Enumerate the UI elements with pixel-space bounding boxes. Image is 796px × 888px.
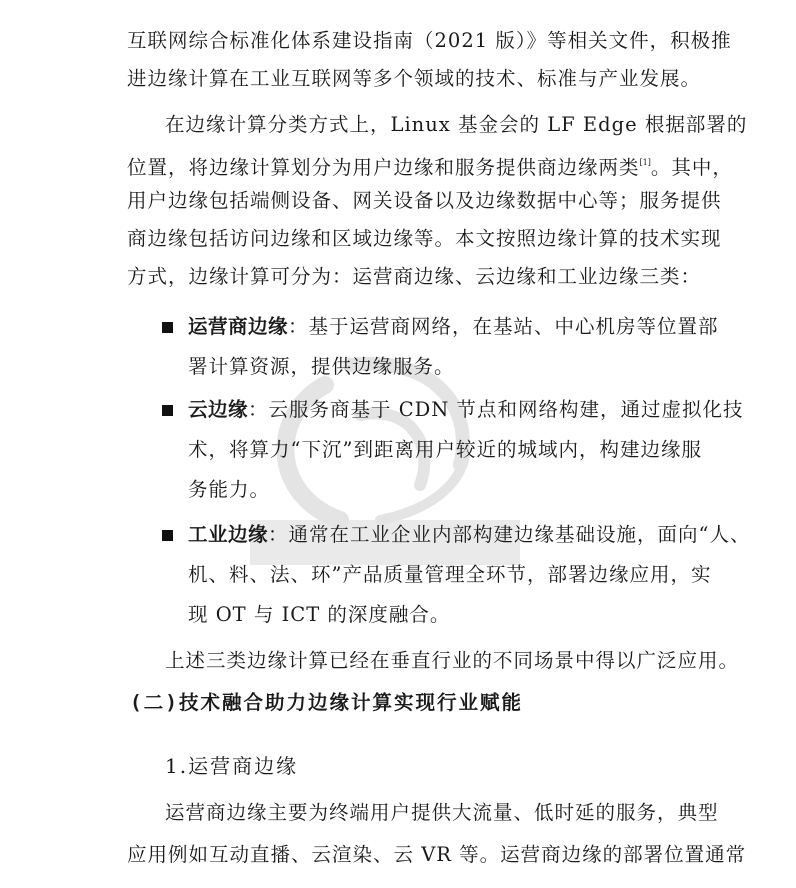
paragraph-2-line-2 (127, 150, 733, 181)
bullet-3-line-3: 现 OT 与 ICT 的深度融合。 (188, 603, 451, 626)
paragraph-2-line-5: 方式，边缘计算可分为：运营商边缘、云边缘和工业边缘三类： (127, 265, 702, 288)
bullet-3-text: ：通常在工业企业内部构建边缘基础设施，面向“人、 (268, 523, 751, 546)
bullet-1-term: 运营商边缘 (188, 315, 289, 338)
bullet-2-text: ：云服务商基于 CDN 节点和网络构建，通过虚拟化技 (248, 398, 744, 421)
citation-reference: [1] (639, 158, 651, 167)
section-heading: (二)技术融合助力边缘计算实现行业赋能 (130, 691, 523, 714)
paragraph-4-line-1: 运营商边缘主要为终端用户提供大流量、低时延的服务，典型 (165, 801, 719, 824)
paragraph-2-line-2-text: 位置，将边缘计算划分为用户边缘和服务提供商边缘两类 (127, 156, 640, 179)
bullet-1-line-2: 署计算资源，提供边缘服务。 (188, 355, 455, 378)
bullet-square-icon (162, 405, 173, 416)
bullet-square-icon (162, 322, 173, 333)
bullet-2-line-3: 务能力。 (188, 478, 271, 501)
bullet-2-line-1 (188, 397, 744, 423)
bullet-3-line-2: 机、料、法、环”产品质量管理全环节，部署边缘应用，实 (188, 563, 712, 586)
paragraph-1-line-2: 进边缘计算在工业互联网等多个领域的技术、标准与产业发展。 (127, 67, 702, 90)
paragraph-4-line-2: 应用例如互动直播、云渲染、云 VR 等。运营商边缘的部署位置通常 (127, 843, 747, 866)
bullet-3-term: 工业边缘 (188, 523, 269, 546)
bullet-1-line-1 (188, 314, 719, 340)
paragraph-3: 上述三类边缘计算已经在垂直行业的不同场景中得以广泛应用。 (165, 649, 740, 672)
paragraph-2-line-2-tail: 。其中， (650, 156, 733, 179)
bullet-square-icon (162, 530, 173, 541)
subsection-heading: 1.运营商边缘 (165, 754, 299, 778)
bullet-2-line-2: 术，将算力“下沉”到距离用户较近的城域内，构建边缘服 (188, 438, 702, 461)
paragraph-1-line-1: 互联网综合标准化体系建设指南（2021 版）》等相关文件，积极推 (127, 29, 732, 52)
bullet-1-text: ：基于运营商网络，在基站、中心机房等位置部 (288, 315, 719, 338)
paragraph-2-line-3: 用户边缘包括端侧设备、网关设备以及边缘数据中心等；服务提供 (127, 189, 722, 212)
paragraph-2-line-1: 在边缘计算分类方式上，Linux 基金会的 LF Edge 根据部署的 (165, 113, 748, 136)
bullet-3-line-1 (188, 522, 751, 548)
paragraph-2-line-4: 商边缘包括访问边缘和区域边缘等。本文按照边缘计算的技术实现 (127, 227, 722, 250)
bullet-2-term: 云边缘 (188, 398, 249, 421)
